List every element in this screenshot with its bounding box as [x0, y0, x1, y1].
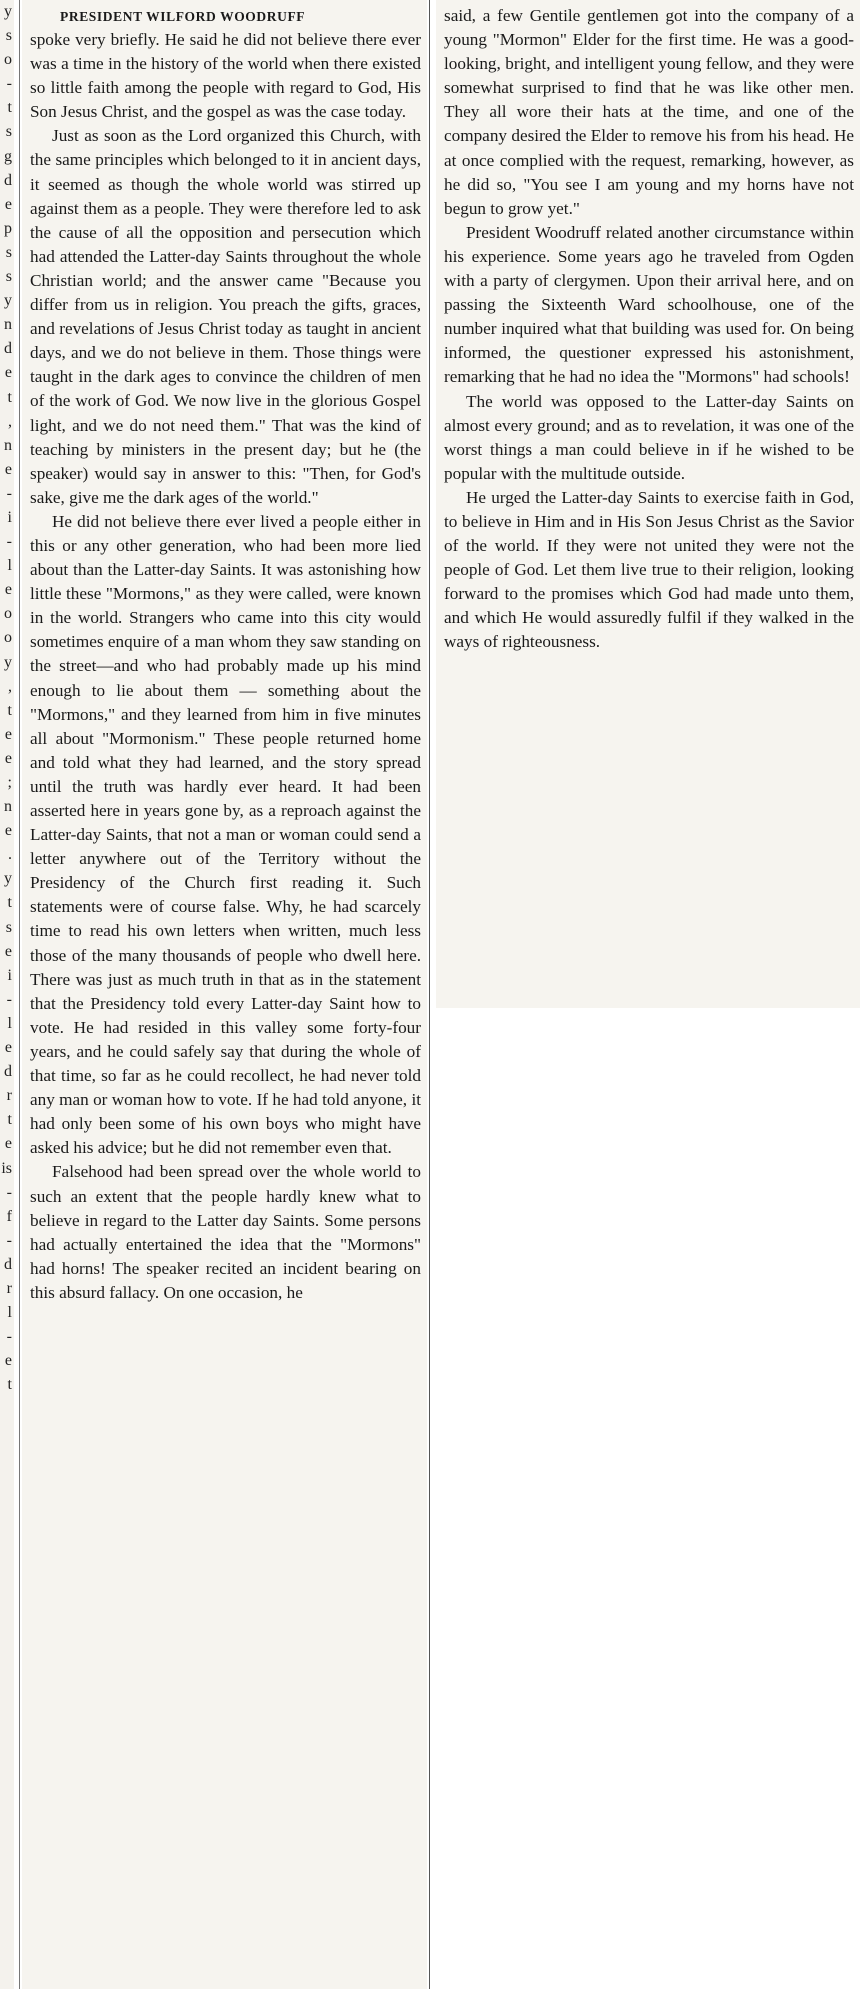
margin-fragment: l [7, 1014, 12, 1032]
paragraph: He urged the Latter-day Saints to exercise faith in God, to believe in Him and in His Son Jesus Christ as the Savior of the world. If they were not united they were not the people of God. Let them live true to their religion, looking forward to the promises which God had made unto them, and which He would assuredly fulfil if they walked in the ways of righteousness. [444, 487, 854, 652]
margin-fragment: d [4, 340, 12, 358]
margin-fragment: e [4, 581, 12, 599]
margin-fragment: , [8, 412, 12, 430]
column-rule-left [19, 0, 20, 1989]
margin-fragment: y [4, 3, 12, 20]
margin-fragment: ; [7, 774, 12, 791]
margin-fragment: r [6, 1279, 12, 1297]
margin-fragment: o [4, 51, 12, 69]
margin-fragment: - [6, 484, 12, 502]
article-column-one [22, 0, 427, 1989]
margin-fragment: e [4, 1039, 12, 1057]
margin-fragment: y [4, 292, 12, 310]
margin-fragment: o [4, 605, 12, 623]
margin-fragment: n [4, 436, 12, 454]
margin-fragment: e [4, 942, 12, 960]
margin-fragment: s [5, 918, 12, 936]
margin-fragment: n [4, 316, 12, 334]
margin-fragment: t [7, 701, 12, 719]
margin-fragment: - [6, 533, 12, 551]
margin-fragment: t [7, 894, 12, 912]
adjacent-column-fragment [0, 0, 14, 1989]
article-heading: PRESIDENT WILFORD WOODRUFF [60, 9, 306, 24]
margin-fragment: , [8, 677, 12, 695]
margin-fragment: s [5, 243, 12, 261]
paragraph: said, a few Gentile gentlemen got into the company of a young "Mormon" Elder for the first time. He was a good-looking, bright, and intelligent young fellow, and they were somewhat surprised to find that he was like other men. They all wore their hats at the time, and one of the company desired the Elder to remove his from his head. He at once complied with the request, remarking, however, as he did so, "You see I am young and my horns have not begun to grow yet." [444, 6, 854, 218]
article-column-two [436, 0, 860, 1008]
margin-fragment: l [7, 557, 12, 575]
paragraph: President Woodruff related another circumstance within his experience. Some years ago he traveled from Ogden with a party of clergymen. Upon their arrival here, and on passing the Sixteenth Ward schoolhouse, one of the number inquired what that building was used for. On being informed, the questioner expressed his astonishment, remarking that he had no idea the "Mormons" had schools! [444, 222, 854, 387]
margin-fragment: e [4, 1135, 12, 1153]
paragraph: Just as soon as the Lord organized this Church, with the same principles which belonged to it in ancient days, it seemed as though the whole world was stirred up against them as a people. They were therefore led to ask the cause of all the opposition and persecution which had attended the Latter-day Saints throughout the whole Christian world; and the answer came "Because you differ from us in religion. You preach the gifts, graces, and revelations of Jesus Christ today as taught in ancient days, and we do not believe in them. Those things were taught in the dark ages to convince the children of men of the work of God. We now live in the glorious Gospel light, and we do not need them." That was the kind of teaching by ministers in the present day; but he (the speaker) would say in answer to this: "Then, for God's sake, give me the dark ages of the world." [30, 126, 421, 507]
margin-fragment: r [6, 1087, 12, 1105]
margin-fragment: d [4, 171, 12, 189]
paragraph: He did not believe there ever lived a people either in this or any other generation, who had been more lied about than the Latter-day Saints. It was astonishing how little these "Mormons," as they were called, were known in the world. Strangers who came into this city would sometimes enquire of a man whom they saw standing on the street—and who had probably made up his mind enough to lie about them — something about the "Mormons," and they learned from him in five minutes all about "Mormonism." These people returned home and told what they had learned, and the story spread until the truth was hardly ever heard. It had been asserted here in years gone by, as a reproach against the Latter-day Saints, that not a man or woman could send a letter anywhere out of the Territory without the Presidency of the Church first reading it. Such statements were of course false. Why, he had scarcely time to read his own letters when written, much less those of the many thousands of people who dwell here. There was just as much truth in that as in the statement that the Presidency told every Latter-day Saint how to vote. He had resided in this valley some forty-four years, and he could safely say that during the whole of that time, so far as he could recollect, he had never told any man or woman how to vote. If he had told anyone, it had only been some of his own boys who might have asked his advice; but he did not remember even that. [30, 511, 421, 1158]
margin-fragment: d [4, 1063, 12, 1081]
margin-fragment: l [7, 1304, 12, 1322]
margin-fragment: - [6, 1183, 12, 1201]
margin-fragment: - [6, 990, 12, 1008]
margin-fragment: d [4, 1255, 12, 1273]
margin-fragment: t [7, 99, 12, 117]
margin-fragment: - [6, 1231, 12, 1249]
margin-fragment: o [4, 629, 12, 647]
margin-fragment: s [5, 123, 12, 141]
margin-fragment: e [4, 749, 12, 767]
margin-fragment: e [4, 364, 12, 382]
margin-fragment: n [4, 798, 12, 816]
margin-fragment: p [4, 219, 12, 237]
column-rule [429, 0, 430, 1989]
margin-fragment: e [4, 822, 12, 840]
margin-fragment: i [7, 508, 12, 526]
margin-fragment: is [1, 1159, 12, 1177]
margin-fragment: e [4, 460, 12, 478]
margin-fragment: i [7, 966, 12, 984]
margin-fragment: - [6, 1328, 12, 1346]
margin-fragment: e [4, 1352, 12, 1370]
paragraph: The world was opposed to the Latter-day Saints on almost every ground; and as to revelation, it was one of the worst things a man could believe in if he wished to be popular with the multitude outside. [444, 391, 854, 483]
margin-fragment: e [4, 195, 12, 213]
margin-fragment: y [4, 870, 12, 888]
margin-fragment: - [6, 75, 12, 93]
margin-fragment: t [7, 1376, 12, 1394]
margin-fragment: t [7, 1111, 12, 1129]
paragraph: spoke very briefly. He said he did not believe there ever was a time in the history of the world when there existed so little faith among the people with regard to God, His Son Jesus Christ, and the gospel as was the case today. [30, 30, 421, 122]
margin-fragment: t [7, 388, 12, 406]
margin-fragment: . [8, 846, 12, 864]
margin-fragment: e [4, 725, 12, 743]
margin-fragment: s [5, 268, 12, 286]
margin-fragment: y [4, 653, 12, 671]
paragraph: Falsehood had been spread over the whole world to such an extent that the people hardly knew what to believe in regard to the Latter day Saints. Some persons had actually entertained the idea that the "Mormons" had horns! The speaker recited an incident bearing on this absurd fallacy. On one occasion, he [30, 1162, 421, 1302]
margin-fragment: g [4, 147, 12, 165]
margin-fragment: s [5, 27, 12, 45]
margin-fragment: f [6, 1207, 12, 1225]
